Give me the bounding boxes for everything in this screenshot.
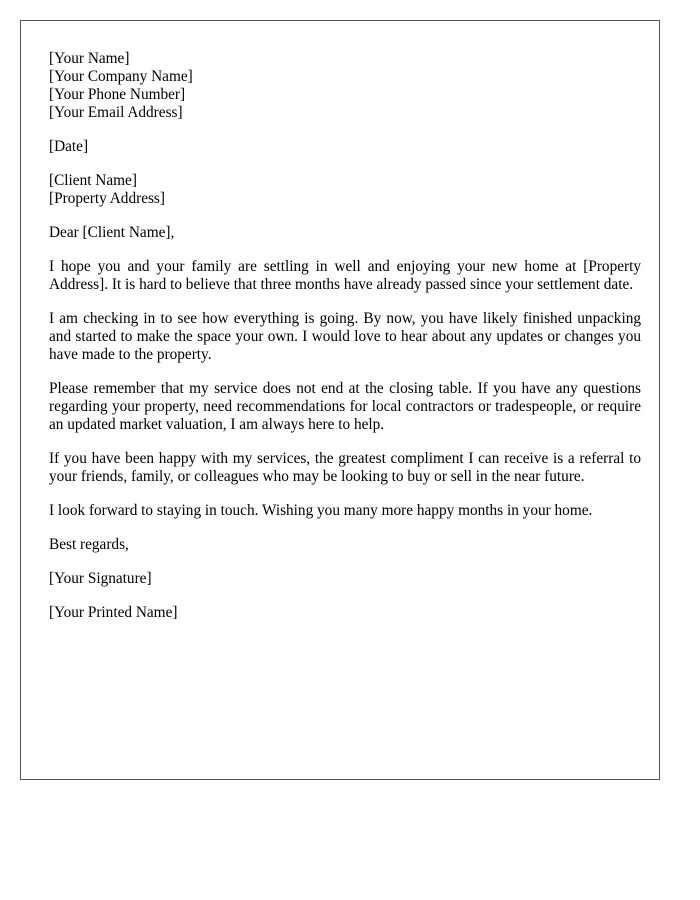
body-paragraph-2: I am checking in to see how everything is going. By now, you have likely finished unpacking and started to make the space your own. I would love to hear about any updates or changes you have made to the property. — [49, 310, 641, 363]
letter-date: [Date] — [49, 138, 89, 155]
date-block — [49, 138, 641, 156]
body-paragraph-4: If you have been happy with my services, the greatest compliment I can receive is a referral to your friends, family, or colleagues who may be looking to buy or sell in the near future. — [49, 450, 641, 485]
recipient-name: [Client Name] — [49, 172, 137, 189]
signature: [Your Signature] — [49, 570, 152, 587]
salutation-block — [49, 224, 641, 242]
sender-email: [Your Email Address] — [49, 104, 183, 121]
body-paragraph-3: Please remember that my service does not end at the closing table. If you have any questions regarding your property, need recommendations for local contractors or tradespeople, or require an updated market valuation, I am always here to help. — [49, 380, 641, 433]
letter-page — [20, 20, 660, 780]
printed-name-block — [49, 604, 641, 622]
closing: Best regards, — [49, 536, 129, 553]
recipient-block — [49, 172, 641, 208]
printed-name: [Your Printed Name] — [49, 604, 178, 621]
letter-content — [49, 50, 641, 638]
sender-phone: [Your Phone Number] — [49, 86, 186, 103]
salutation: Dear [Client Name], — [49, 224, 175, 241]
recipient-address: [Property Address] — [49, 190, 165, 207]
signature-block — [49, 570, 641, 588]
sender-block — [49, 50, 641, 122]
body-paragraph-1: I hope you and your family are settling in well and enjoying your new home at [Property Address]. It is hard to believe that three months have already passed since your settlement date. — [49, 258, 641, 293]
body-paragraph-5: I look forward to staying in touch. Wishing you many more happy months in your home. — [49, 502, 593, 519]
closing-block — [49, 536, 641, 554]
sender-company: [Your Company Name] — [49, 68, 193, 85]
sender-name: [Your Name] — [49, 50, 130, 67]
